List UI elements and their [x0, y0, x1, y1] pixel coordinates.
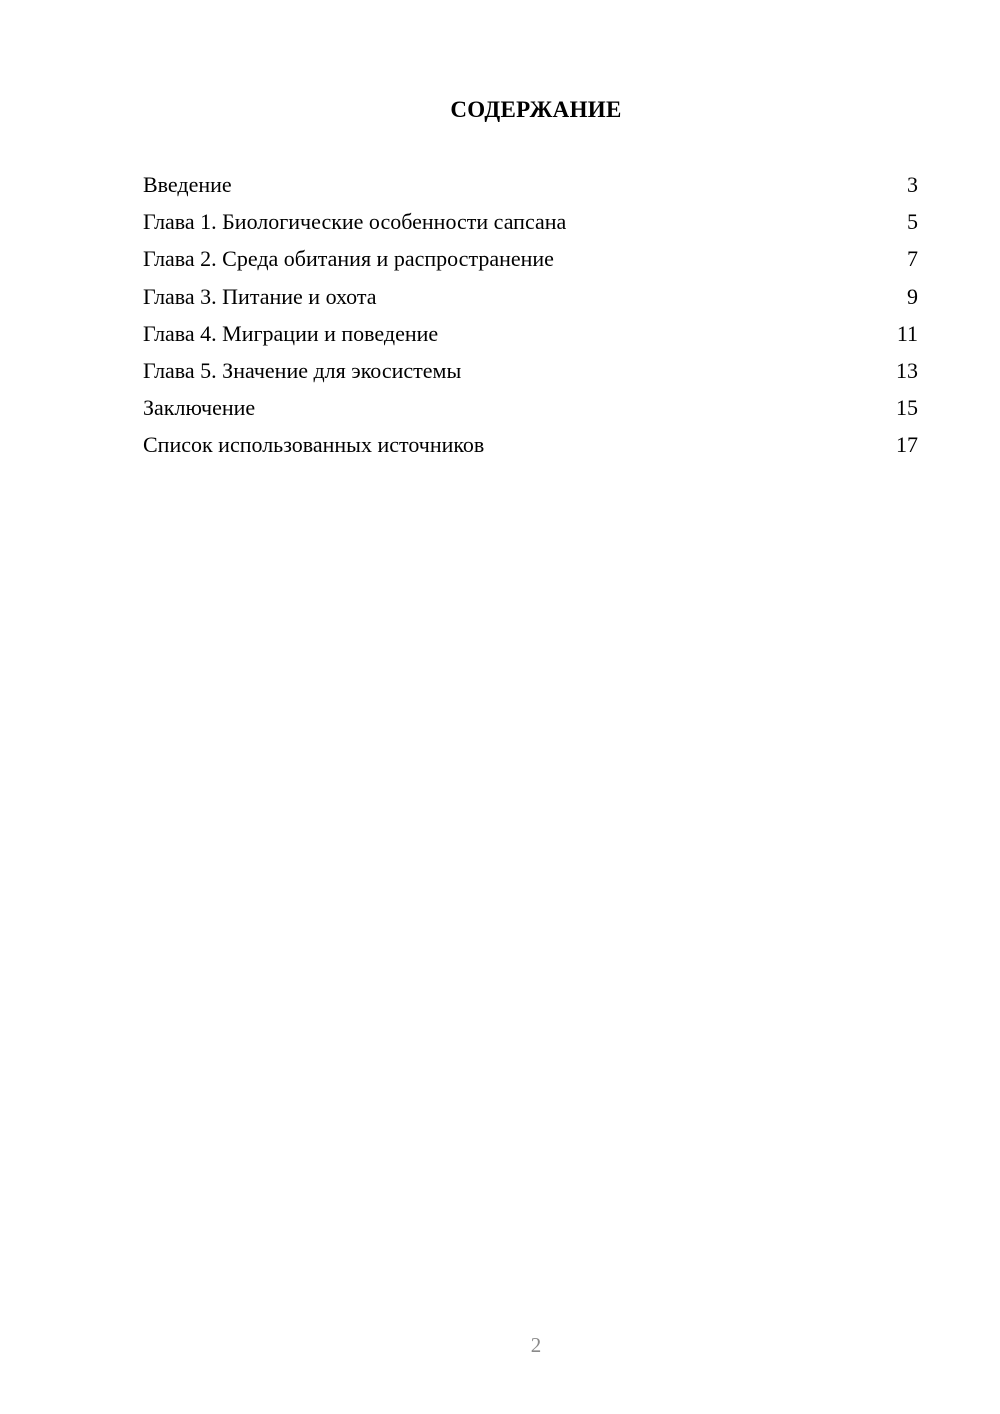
toc-entry-label: Глава 4. Миграции и поведение — [143, 320, 439, 346]
toc-entry-page: 9 — [907, 283, 918, 309]
toc-entry-chapter-2 — [143, 244, 918, 281]
toc-entry-page: 17 — [896, 432, 918, 458]
toc-entry-references — [143, 430, 918, 467]
toc-entry-page: 13 — [896, 357, 918, 383]
toc-entry-page: 7 — [907, 246, 918, 272]
toc-entry-label: Заключение — [143, 395, 256, 421]
toc-entry-introduction — [143, 170, 918, 207]
page-number: 2 — [530, 1333, 542, 1357]
toc-entry-label: Глава 5. Значение для экосистемы — [143, 357, 462, 383]
toc-entry-page: 15 — [896, 395, 918, 421]
toc-entry-label: Список использованных источников — [143, 432, 485, 458]
toc-entry-page: 11 — [896, 320, 918, 346]
table-of-contents — [143, 170, 918, 468]
toc-entry-label: Глава 1. Биологические особенности сапсана — [143, 209, 567, 235]
toc-entry-page: 5 — [907, 209, 918, 235]
toc-entry-chapter-4 — [143, 319, 918, 356]
toc-entry-label: Введение — [143, 172, 232, 197]
page-title: СОДЕРЖАНИЕ — [450, 97, 622, 122]
toc-entry-label: Глава 2. Среда обитания и распространение — [143, 246, 554, 272]
toc-entry-chapter-3 — [143, 282, 918, 319]
toc-entry-label: Глава 3. Питание и охота — [143, 283, 377, 309]
toc-entry-page: 3 — [907, 172, 918, 197]
toc-entry-chapter-1 — [143, 207, 918, 244]
toc-entry-chapter-5 — [143, 356, 918, 393]
toc-entry-conclusion — [143, 393, 918, 430]
